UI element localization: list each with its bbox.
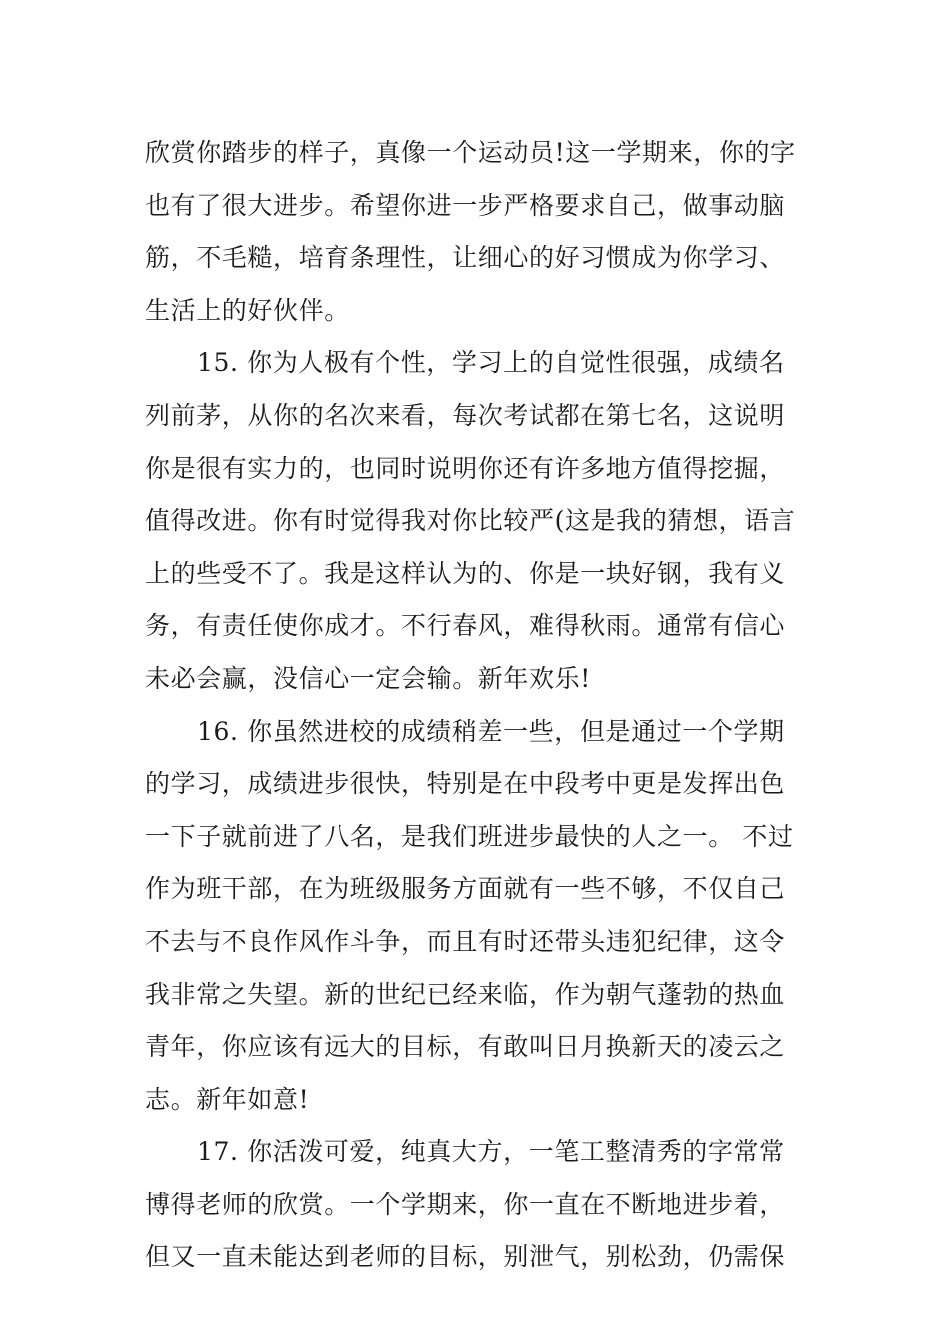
text-line-item-17: 17. 你活泼可爱，纯真大方，一笔工整清秀的字常常 (197, 1137, 785, 1167)
text-line: 志。新年如意! (145, 1084, 310, 1114)
text-line: 筋，不毛糙，培育条理性，让细心的好习惯成为你学习、 (145, 243, 786, 273)
text-line: 上的些受不了。我是这样认为的、你是一块好钢，我有义 (145, 558, 786, 588)
text-line: 欣赏你踏步的样子，真像一个运动员!这一学期来，你的字 (145, 138, 796, 167)
text-line: 你是很有实力的，也同时说明你还有许多地方值得挖掘， (145, 453, 786, 483)
text-line: 青年，你应该有远大的目标，有敢叫日月换新天的凌云之 (145, 1032, 786, 1062)
text-line: 不去与不良作风作斗争，而且有时还带头违犯纪律，这令 (145, 926, 786, 956)
text-line: 务，有责任使你成才。不行春风，难得秋雨。通常有信心 (145, 611, 786, 641)
text-line: 但又一直未能达到老师的目标，别泄气，别松劲，仍需保 (145, 1242, 786, 1272)
text-line: 的学习，成绩进步很快，特别是在中段考中更是发挥出色 (145, 769, 786, 799)
text-line: 一下子就前进了八名，是我们班进步最快的人之一。 不过 (145, 821, 794, 851)
text-line: 作为班干部，在为班级服务方面就有一些不够，不仅自己 (145, 874, 786, 904)
text-line: 列前茅，从你的名次来看，每次考试都在第七名，这说明 (145, 400, 786, 430)
text-line: 博得老师的欣赏。一个学期来，你一直在不断地进步着， (145, 1189, 786, 1219)
text-line: 值得改进。你有时觉得我对你比较严(这是我的猜想，语言 (145, 506, 796, 536)
text-line-item-15: 15. 你为人极有个性，学习上的自觉性很强，成绩名 (197, 348, 785, 378)
text-line: 生活上的好伙伴。 (145, 295, 350, 325)
text-line-item-16: 16. 你虽然进校的成绩稍差一些，但是通过一个学期 (197, 716, 785, 746)
text-line: 我非常之失望。新的世纪已经来临，作为朝气蓬勃的热血 (145, 979, 786, 1009)
text-line: 也有了很大进步。希望你进一步严格要求自己，做事动脑 (145, 190, 786, 220)
body-text (145, 127, 809, 1284)
text-line: 未必会赢，没信心一定会输。新年欢乐! (145, 663, 591, 693)
